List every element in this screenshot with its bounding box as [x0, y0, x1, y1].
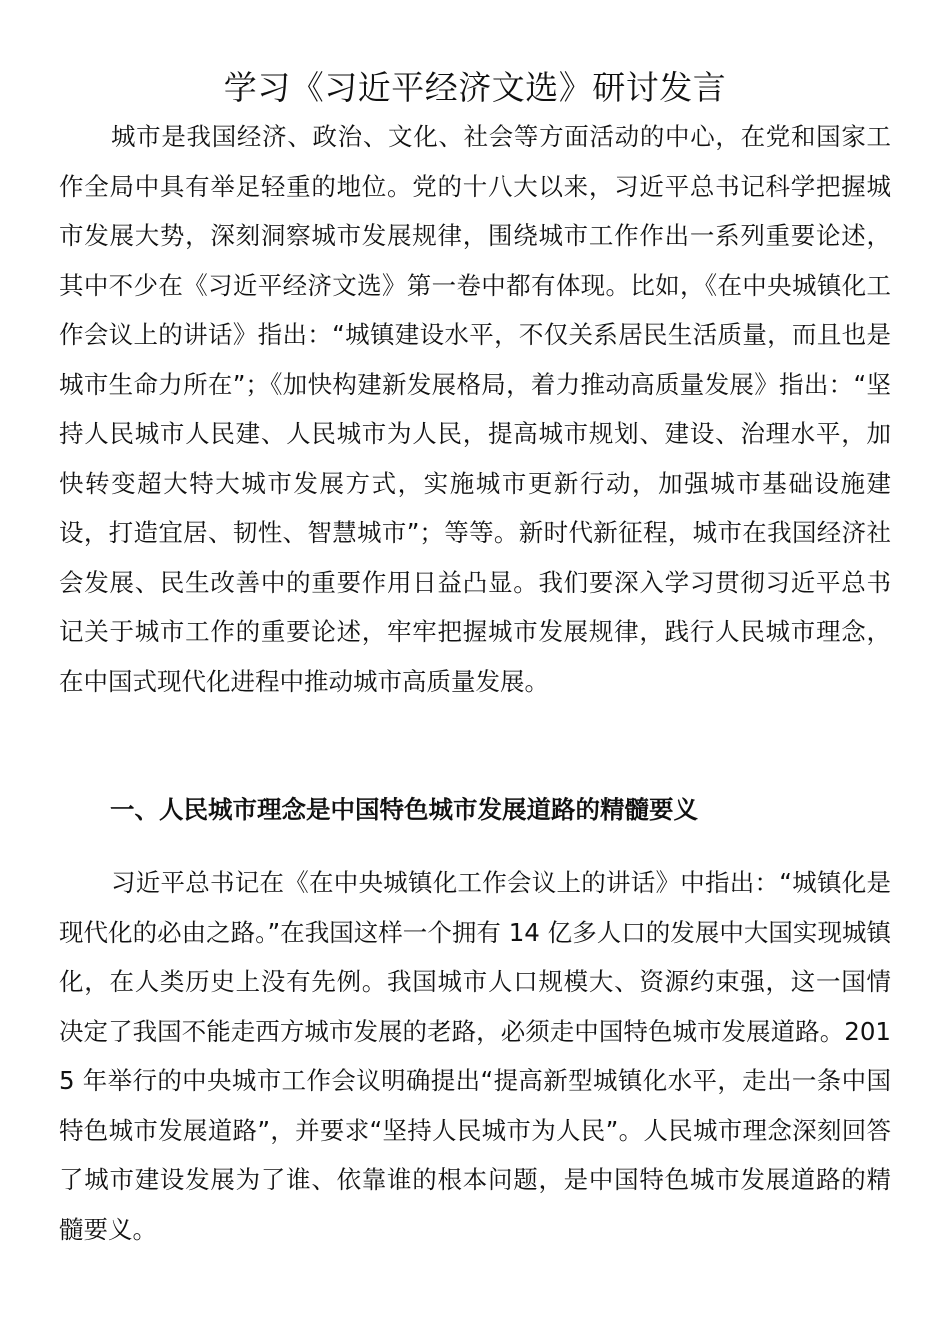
- document-title: 学习《习近平经济文选》研讨发言: [223, 68, 727, 107]
- section-heading: 一、人民城市理念是中国特色城市发展道路的精髓要义: [110, 795, 698, 824]
- intro-paragraph: 城市是我国经济、政治、文化、社会等方面活动的中心，在党和国家工作全局中具有举足轻重的地位。党的十八大以来，习近平总书记科学把握城市发展大势，深刻洞察城市发展规律，围绕城市工作作出一系列重要论述，其中不少在《习近平经济文选》第一卷中都有体现。比如，《在中央城镇化工作会议上的讲话》指出：“城镇建设水平，不仅关系居民生活质量，而且也是城市生命力所在”；《加快构建新发展格局，着力推动高质量发展》指出：“坚持人民城市人民建、人民城市为人民，提高城市规划、建设、治理水平，加快转变超大特大城市发展方式，实施城市更新行动，加强城市基础设施建设，打造宜居、韧性、智慧城市”；等等。新时代新征程，城市在我国经济社会发展、民生改善中的重要作用日益凸显。我们要深入学习贯彻习近平总书记关于城市工作的重要论述，牢牢把握城市发展规律，践行人民城市理念，在中国式现代化进程中推动城市高质量发展。: [59, 122, 891, 696]
- section-paragraph: 习近平总书记在《在中央城镇化工作会议上的讲话》中指出：“城镇化是现代化的必由之路。”在我国这样一个拥有 14 亿多人口的发展中大国实现城镇化，在人类历史上没有先例。我国城市人口规模大、资源约束强，这一国情决定了我国不能走西方城市发展的老路，必须走中国特色城市发展道路。2015 年举行的中央城市工作会议明确提出“提高新型城镇化水平，走出一条中国特色城市发展道路”，并要求“坚持人民城市为人民”。人民城市理念深刻回答了城市建设发展为了谁、依靠谁的根本问题，是中国特色城市发展道路的精髓要义。: [59, 868, 891, 1244]
